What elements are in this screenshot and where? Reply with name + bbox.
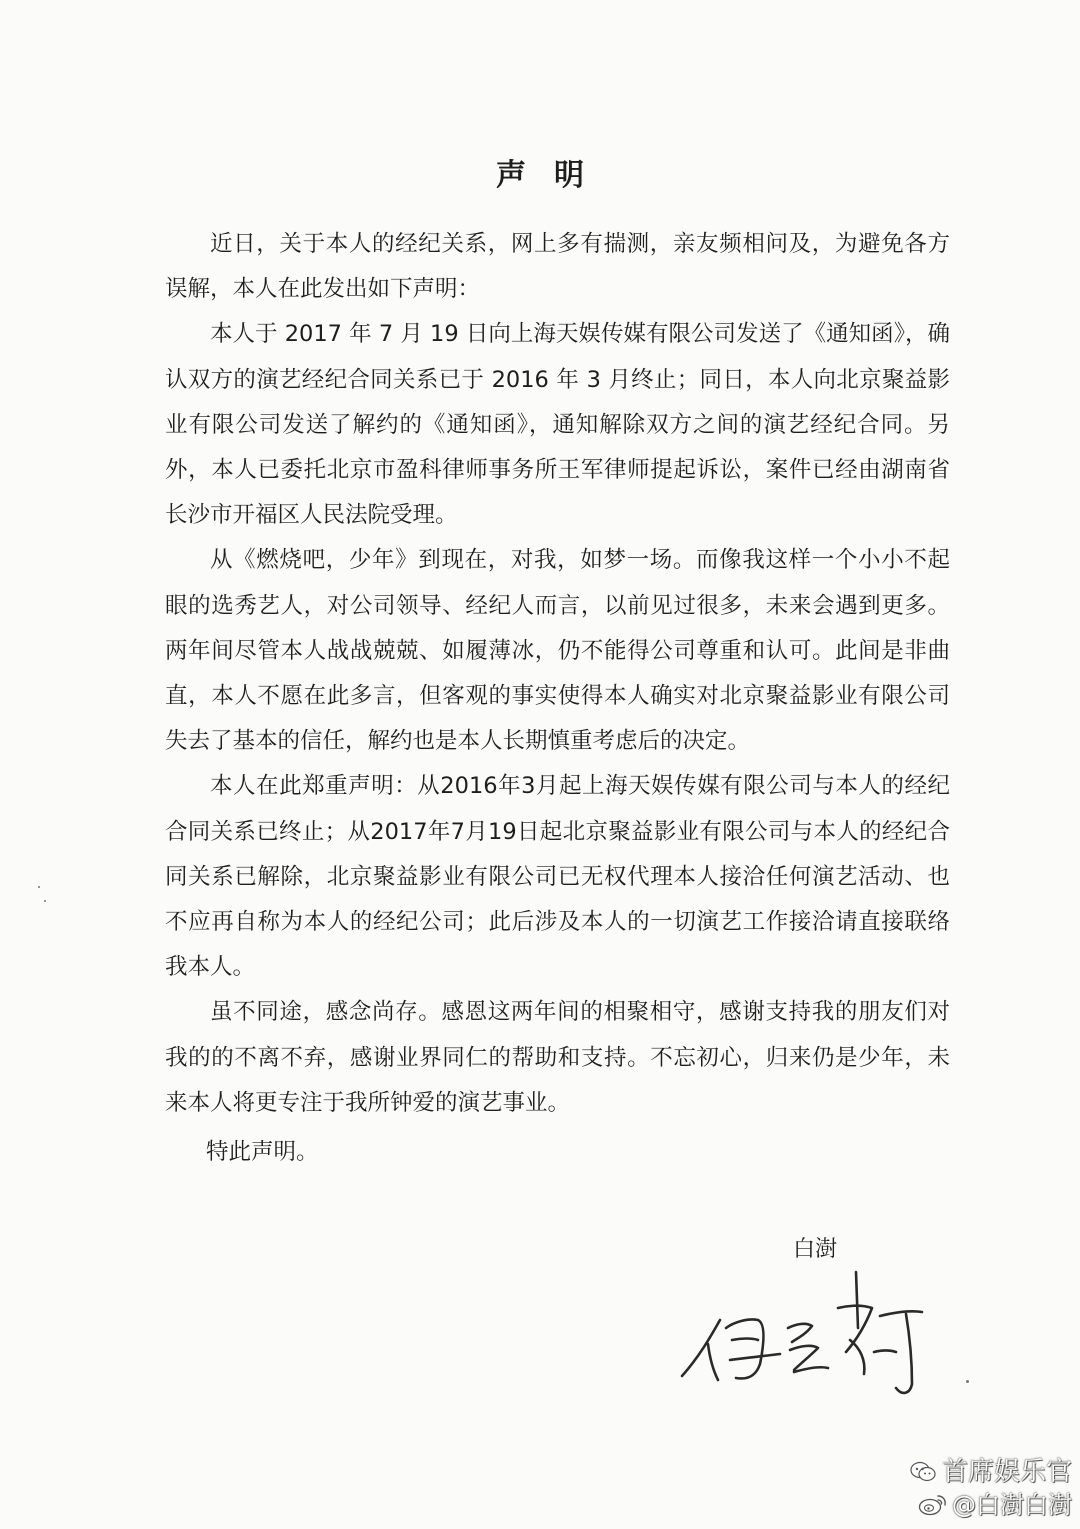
paragraph-thanks: 虽不同途，感念尚存。感恩这两年间的相聚相守，感谢支持我的朋友们对我的的不离不弃，感谢业界同仁的帮助和支持。不忘初心，归来仍是少年，未来本人将更专注于我所钟爱的演艺事业。 (165, 999, 950, 1116)
paragraph-declaration: 本人在此郑重声明：从2016年3月起上海天娱传媒有限公司与本人的经纪合同关系已终止；从2017年7月19日起北京聚益影业有限公司与本人的经纪合同关系已解除，北京聚益影业有限公司已无权代理本人接洽任何演艺活动、也不应再自称为本人的经纪公司；此后涉及本人的一切演艺工作接洽请直接联络我本人。 (165, 773, 950, 981)
watermark-handle-row (910, 1489, 1072, 1521)
signer-name: 白澍 (793, 1237, 838, 1262)
paragraph-reflection: 从《燃烧吧，少年》到现在，对我，如梦一场。而像我这样一个小小不起眼的选秀艺人，对公司领导、经纪人而言，以前见过很多，未来会遇到更多。两年间尽管本人战战兢兢、如履薄冰，仍不能得公司尊重和认可。此间是非曲直，本人不愿在此多言，但客观的事实使得本人确实对北京聚益影业有限公司失去了基本的信任，解约也是本人长期慎重考虑后的决定。 (165, 547, 950, 755)
watermark (910, 1455, 1072, 1521)
document-title: 声明 (496, 158, 612, 193)
watermark-account-row (910, 1455, 1072, 1489)
scan-speck (44, 900, 46, 902)
closing-line: 特此声明。 (206, 1139, 319, 1165)
wechat-icon (910, 1461, 936, 1483)
scan-speck (38, 886, 40, 888)
watermark-account: 首席娱乐官 (941, 1457, 1072, 1487)
scan-speck (966, 1380, 969, 1383)
document-body (165, 222, 950, 1126)
watermark-handle: @白澍白澍 (952, 1491, 1072, 1519)
paragraph-notice: 本人于 2017 年 7 月 19 日向上海天娱传媒有限公司发送了《通知函》，确认双方的演艺经纪合同关系已于 2016 年 3 月终止；同日，本人向北京聚益影业有限公司发送了解约的《通知函》，通知解除双方之间的演艺经纪合同。另外，本人已委托北京市盈科律师事务所王军律师提起诉讼，案件已经由湖南省长沙市开福区人民法院受理。 (165, 321, 950, 529)
paragraph-intro: 近日，关于本人的经纪关系，网上多有揣测，亲友频相问及，为避免各方误解，本人在此发出如下声明： (165, 231, 950, 303)
handwritten-signature (660, 1268, 990, 1408)
weibo-icon (918, 1493, 948, 1517)
